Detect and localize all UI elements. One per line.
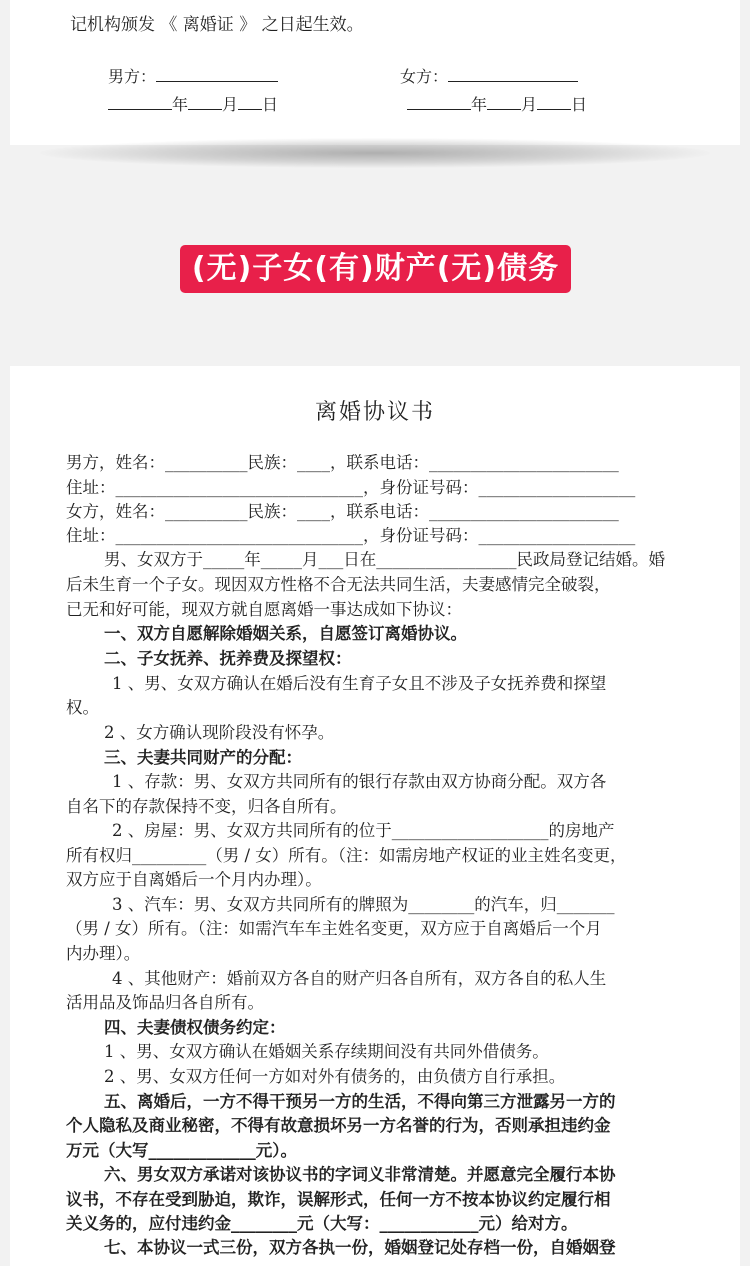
- doc-line: 个人隐私及商业秘密，不得有故意损坏另一方名誉的行为，否则承担违约金: [66, 1116, 611, 1135]
- doc-line: 活用品及饰品归各自所有。: [66, 993, 264, 1012]
- doc-line: 七、本协议一式三份，双方各执一份，婚姻登记处存档一份，自婚姻登: [104, 1238, 616, 1257]
- doc-line: 1 、男、女双方确认在婚姻关系存续期间没有共同外借债务。: [104, 1042, 549, 1061]
- doc-line: 所有权归_________（男 / 女）所有。（注：如需房地产权证的业主姓名变更，: [66, 846, 627, 865]
- doc-line: 一、双方自愿解除婚姻关系，自愿签订离婚协议。: [104, 624, 467, 643]
- doc-line: 后未生育一个子女。现因双方性格不合无法共同生活，夫妻感情完全破裂，: [66, 575, 611, 594]
- female-signature: 女方：: [400, 64, 578, 87]
- female-date: 年 月 日: [407, 92, 587, 115]
- doc-line: 已无和好可能，现双方就自愿离婚一事达成如下协议：: [66, 600, 462, 619]
- doc-line: 双方应于自离婚后一个月内办理）。: [66, 870, 322, 889]
- doc-line: 1 、男、女双方确认在婚后没有生育子女且不涉及子女抚养费和探望: [112, 674, 607, 693]
- doc-line: 关义务的，应付违约金________元（大写：____________元）给对方。: [66, 1214, 578, 1233]
- doc-line: 万元（大写_____________元）。: [66, 1141, 297, 1160]
- doc-line: 四、夫妻债权债务约定：: [104, 1018, 286, 1037]
- doc-line: 4 、其他财产：婚前双方各自的财产归各自所有，双方各自的私人生: [112, 969, 607, 988]
- doc-line: 内办理）。: [66, 944, 141, 963]
- male-date: 年 月 日: [108, 92, 278, 115]
- document-title: 离婚协议书: [314, 400, 435, 425]
- doc-line: 五、离婚后，一方不得干预另一方的生活，不得向第三方泄露另一方的: [104, 1092, 616, 1111]
- doc-line: 2 、男、女双方任何一方如对外有债务的，由负债方自行承担。: [104, 1067, 566, 1086]
- doc-line: （男 / 女）所有。（注：如需汽车车主姓名变更，双方应于自离婚后一个月: [66, 919, 602, 938]
- doc-line: 三、夫妻共同财产的分配：: [104, 748, 302, 767]
- doc-line: 男方，姓名：__________民族：____，联系电话：_______________________: [66, 453, 619, 472]
- doc-line: 2 、女方确认现阶段没有怀孕。: [104, 723, 335, 742]
- card-shadow: [40, 138, 710, 168]
- effective-clause-line: 记机构颁发 《 离婚证 》 之日起生效。: [70, 15, 364, 35]
- doc-line: 1 、存款：男、女双方共同所有的银行存款由双方协商分配。双方各: [112, 772, 607, 791]
- doc-line: 女方，姓名：__________民族：____，联系电话：_______________________: [66, 502, 619, 521]
- doc-line: 住址：______________________________，身份证号码：___________________: [66, 478, 636, 497]
- doc-line: 二、子女抚养、抚养费及探望权：: [104, 649, 352, 668]
- doc-line: 权。: [66, 698, 99, 717]
- doc-line: 男、女双方于_____年_____月___日在_________________民政局登记结婚。婚: [104, 550, 665, 569]
- doc-line: 2 、房屋：男、女双方共同所有的位于___________________的房地产: [112, 821, 615, 840]
- doc-line: 六、男女双方承诺对该协议书的字词义非常清楚。并愿意完全履行本协: [104, 1165, 616, 1184]
- doc-line: 3 、汽车：男、女双方共同所有的牌照为________的汽车，归_______: [112, 895, 615, 914]
- doc-line: 议书，不存在受到胁迫，欺诈，误解形式，任何一方不按本协议约定履行相: [66, 1190, 611, 1209]
- doc-line: 自名下的存款保持不变，归各自所有。: [66, 797, 347, 816]
- doc-line: 住址：______________________________，身份证号码：___________________: [66, 526, 636, 545]
- category-banner: (无)子女(有)财产(无)债务: [180, 245, 571, 293]
- male-signature: 男方：: [108, 64, 278, 87]
